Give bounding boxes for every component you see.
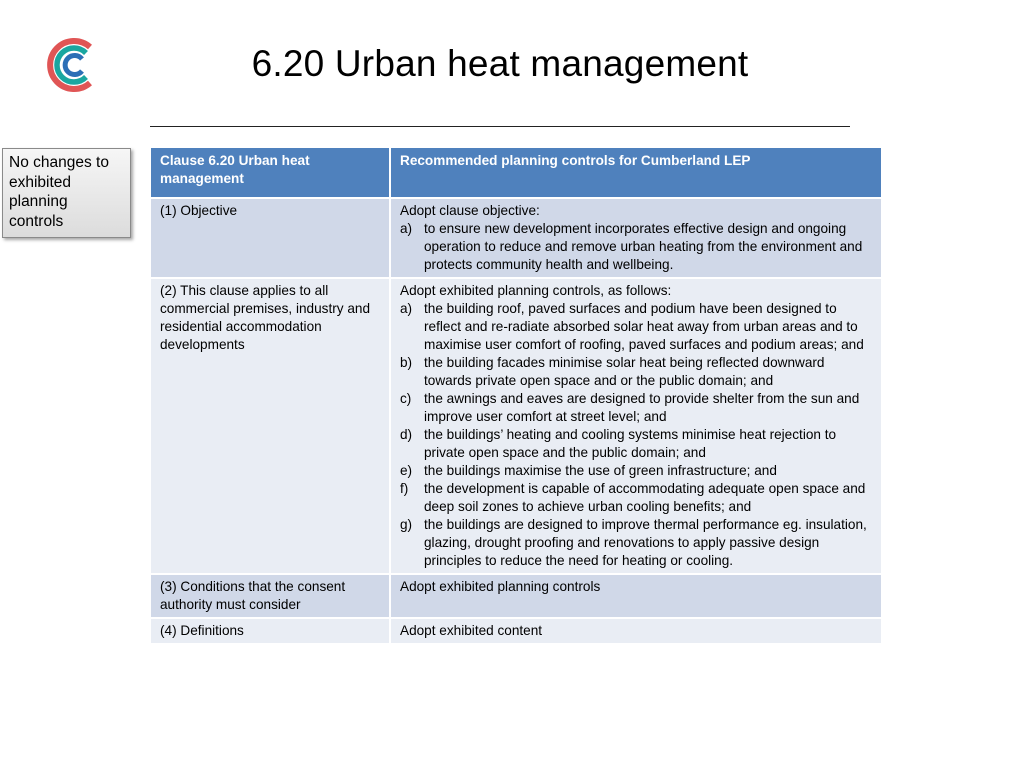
page-title: 6.20 Urban heat management — [251, 43, 749, 84]
list-marker: e) — [400, 463, 413, 478]
list-item-text: the building facades minimise solar heat being reflected downward towards private open space and or the public domain; and — [424, 355, 825, 388]
list-marker: a) — [400, 301, 413, 316]
list-item-text: the buildings’ heating and cooling systems minimise heat rejection to private open space and the public domain; and — [424, 427, 837, 460]
planning-controls-table — [151, 148, 881, 645]
controls-cell: Adopt exhibited content — [391, 619, 881, 645]
controls-cell: Adopt exhibited planning controls — [391, 575, 881, 619]
controls-column-header: Recommended planning controls for Cumberland LEP — [391, 148, 881, 199]
list-item-text: the buildings maximise the use of green infrastructure; and — [424, 463, 777, 478]
table-row — [151, 199, 881, 279]
clause-cell: (2) This clause applies to all commercial premises, industry and residential accommodation developments — [151, 279, 391, 575]
list-item — [400, 426, 872, 462]
clause-cell: (1) Objective — [151, 199, 391, 279]
list-item-text: the awnings and eaves are designed to provide shelter from the sun and improve user comfort at street level; and — [424, 391, 860, 424]
list-marker: b) — [400, 355, 413, 370]
list-marker: a) — [400, 221, 413, 236]
controls-cell — [391, 199, 881, 279]
list-marker: g) — [400, 517, 413, 532]
list-item — [400, 354, 872, 390]
list-marker: f) — [400, 481, 409, 496]
controls-list — [400, 300, 872, 570]
table-header-row — [151, 148, 881, 199]
controls-intro: Adopt clause objective: — [400, 203, 540, 218]
list-marker: c) — [400, 391, 412, 406]
list-item — [400, 480, 872, 516]
list-item-text: to ensure new development incorporates effective design and ongoing operation to reduce and remove urban heating from the environment and protects community health and wellbeing. — [424, 221, 863, 272]
controls-cell — [391, 279, 881, 575]
no-changes-callout: No changes to exhibited planning controls — [2, 148, 131, 238]
list-item — [400, 462, 872, 480]
controls-intro: Adopt exhibited planning controls, as follows: — [400, 283, 672, 298]
list-marker: d) — [400, 427, 413, 442]
clause-cell: (3) Conditions that the consent authority must consider — [151, 575, 391, 619]
council-c-logo-icon — [44, 34, 104, 96]
table-row — [151, 279, 881, 575]
title-divider — [150, 126, 850, 127]
clause-column-header: Clause 6.20 Urban heat management — [151, 148, 391, 199]
list-item — [400, 390, 872, 426]
list-item — [400, 300, 872, 354]
table-row — [151, 575, 881, 619]
clause-cell: (4) Definitions — [151, 619, 391, 645]
controls-list — [400, 220, 872, 274]
list-item — [400, 220, 872, 274]
list-item — [400, 516, 872, 570]
list-item-text: the development is capable of accommodating adequate open space and deep soil zones to achieve urban cooling benefits; and — [424, 481, 866, 514]
table-row — [151, 619, 881, 645]
list-item-text: the buildings are designed to improve thermal performance eg. insulation, glazing, drought proofing and renovations to apply passive design principles to reduce the need for heating or cooling. — [424, 517, 867, 568]
list-item-text: the building roof, paved surfaces and podium have been designed to reflect and re-radiate absorbed solar heat away from urban areas and to maximise user comfort of roofing, paved surfaces and podium areas; and — [424, 301, 864, 352]
